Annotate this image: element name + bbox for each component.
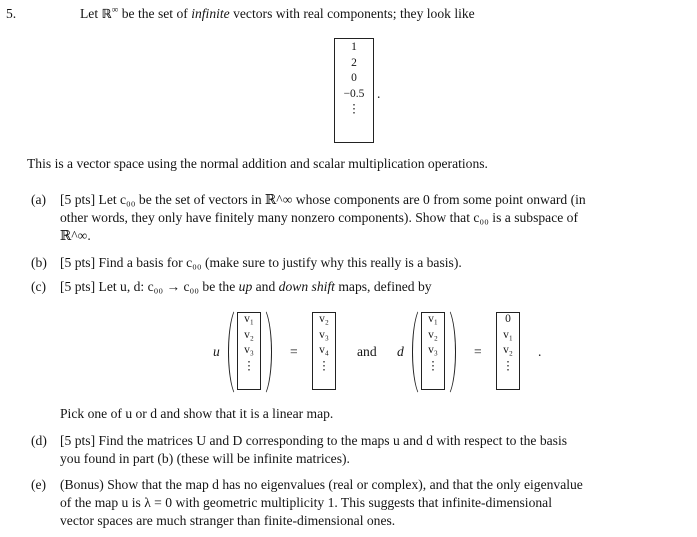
display-period: . bbox=[538, 344, 542, 359]
u-input-entry: v₂ bbox=[244, 328, 254, 341]
d-output-entry: v₁ bbox=[503, 328, 513, 341]
part-a-label: (a) bbox=[31, 192, 47, 207]
part-d-line-1: [5 pts] Find the matrices U and D corresponding to the maps u and d with respect to the basis bbox=[60, 433, 568, 448]
example-vector-entry: ⋮ bbox=[348, 103, 360, 115]
intro-text-a: Let bbox=[80, 6, 102, 21]
intro-line bbox=[80, 6, 475, 22]
part-b-label: (b) bbox=[31, 255, 47, 270]
example-vector-entry: −0.5 bbox=[343, 87, 365, 100]
part-b-line-1: [5 pts] Find a basis for c₀₀ (make sure to justify why this really is a basis). bbox=[60, 255, 462, 270]
intro-text-b: be the set of bbox=[118, 6, 192, 21]
example-vector-entry: 1 bbox=[351, 41, 357, 53]
d-input-entry: v₂ bbox=[428, 328, 438, 341]
intro-infinite-word: infinite bbox=[191, 6, 230, 21]
u-output-entry: v₄ bbox=[319, 344, 329, 356]
up-word: up bbox=[238, 279, 253, 294]
u-output-entry: ⋮ bbox=[318, 359, 330, 372]
vector-space-sentence: This is a vector space using the normal addition and scalar multiplication operations. bbox=[27, 156, 488, 171]
u-input-vector bbox=[237, 312, 261, 390]
d-input-vector bbox=[421, 312, 445, 390]
d-output-entry: v₂ bbox=[503, 344, 513, 356]
example-vector-entry: 0 bbox=[351, 72, 357, 84]
part-d-line-2: you found in part (b) (these will be infinite matrices). bbox=[60, 451, 350, 466]
d-map-letter: d bbox=[397, 344, 404, 359]
part-c-line-1 bbox=[60, 279, 432, 295]
example-vector-entry: 2 bbox=[351, 56, 357, 69]
u-output-entry: v₃ bbox=[319, 328, 329, 341]
u-equals: = bbox=[290, 344, 298, 359]
part-e-line-1: (Bonus) Show that the map d has no eigenvalues (real or complex), and that the only eigenvalue bbox=[60, 477, 583, 492]
part-a-line-3: ℝ^∞. bbox=[60, 228, 91, 243]
u-map-letter: u bbox=[213, 344, 220, 359]
d-output-entry: ⋮ bbox=[502, 359, 514, 372]
part-c-text-post: maps, defined by bbox=[334, 279, 432, 294]
problem-number: 5. bbox=[6, 6, 17, 21]
example-vector bbox=[334, 38, 374, 143]
part-c-label: (c) bbox=[31, 279, 47, 294]
d-input-entry: ⋮ bbox=[427, 359, 439, 372]
part-c-follow: Pick one of u or d and show that it is a linear map. bbox=[60, 406, 334, 421]
part-c-and-text: and bbox=[252, 279, 279, 294]
d-equals: = bbox=[474, 344, 482, 359]
and-word: and bbox=[357, 344, 377, 359]
part-e-line-3: vector spaces are much stranger than finite-dimensional ones. bbox=[60, 513, 396, 528]
d-input-entry: v₁ bbox=[428, 313, 438, 325]
part-a-line-1: [5 pts] Let c₀₀ be the set of vectors in ℝ^∞ whose components are 0 from some point onward (in bbox=[60, 192, 586, 207]
d-output-entry: 0 bbox=[505, 313, 511, 325]
part-a-line-2: other words, they only have finitely many nonzero components). Show that c₀₀ is a subspace of bbox=[60, 210, 578, 225]
part-c-text-pre: [5 pts] Let u, d: c₀₀ → c₀₀ be the bbox=[60, 279, 239, 294]
u-input-entry: v₃ bbox=[244, 344, 254, 356]
example-period: . bbox=[377, 86, 381, 101]
part-d-label: (d) bbox=[31, 433, 47, 448]
u-output-vector bbox=[312, 312, 336, 390]
part-e-label: (e) bbox=[31, 477, 47, 492]
d-input-entry: v₃ bbox=[428, 344, 438, 356]
u-input-entry: ⋮ bbox=[243, 359, 255, 372]
intro-text-c: vectors with real components; they look like bbox=[229, 6, 475, 21]
down-shift-word: down shift bbox=[278, 279, 335, 294]
d-output-vector bbox=[496, 312, 520, 390]
u-input-entry: v₁ bbox=[244, 313, 254, 325]
u-output-entry: v₂ bbox=[319, 313, 329, 325]
reals-symbol: ℝ bbox=[101, 6, 112, 21]
part-e-line-2: of the map u is λ = 0 with geometric multiplicity 1. This suggests that infinite-dimensional bbox=[60, 495, 552, 510]
infinity-superscript: ∞ bbox=[111, 5, 119, 16]
